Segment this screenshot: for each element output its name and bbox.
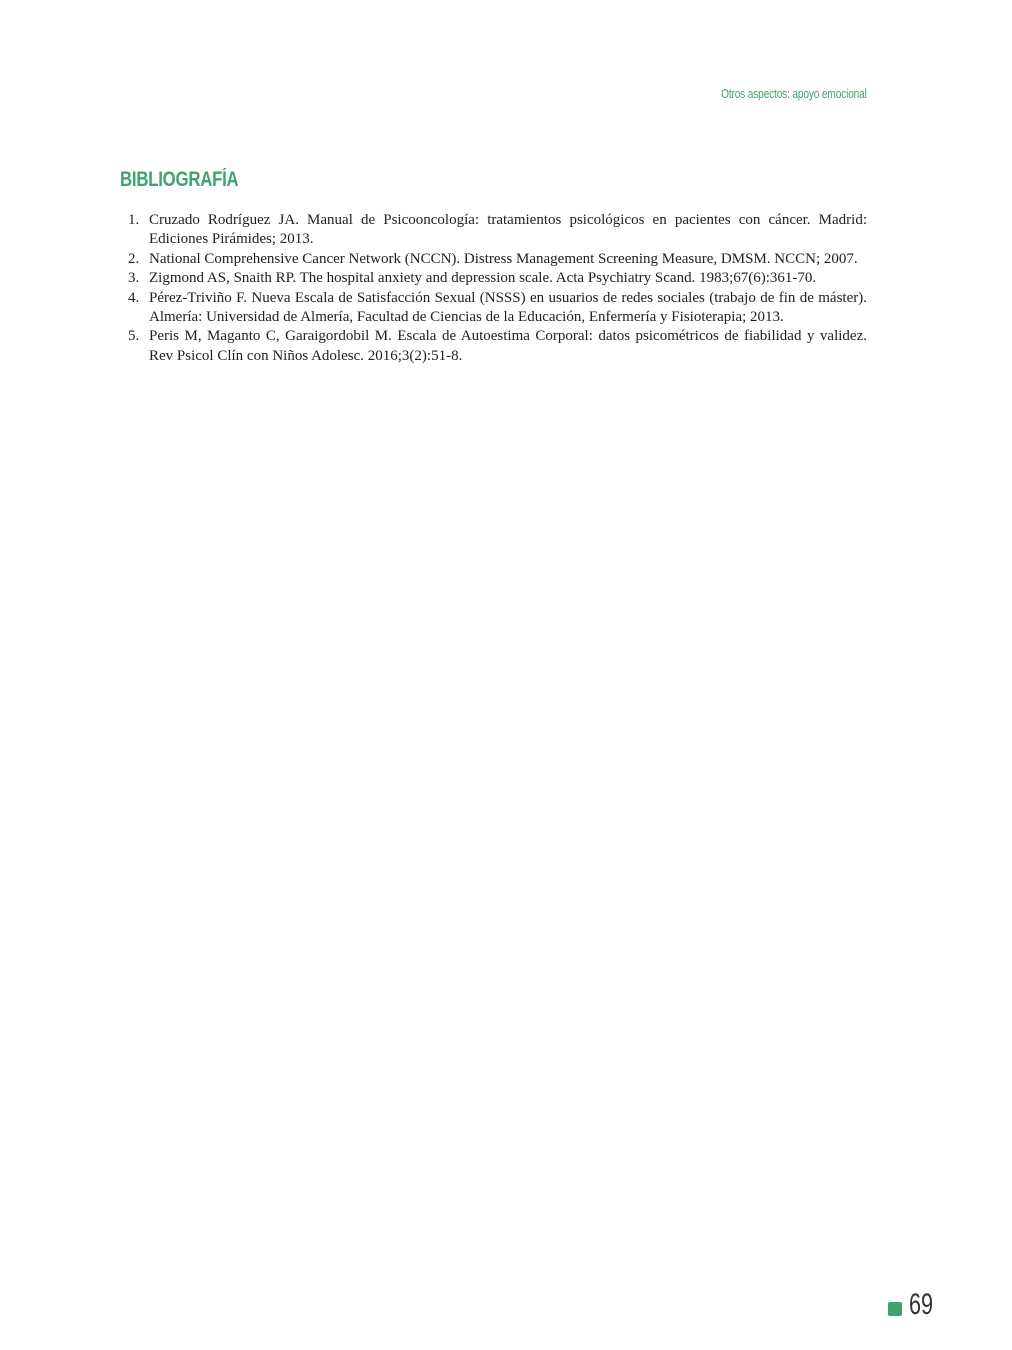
reference-list xyxy=(120,211,867,366)
reference-text: National Comprehensive Cancer Network (NCCN). Distress Management Screening Measure, DMSM. NCCN; 2007. xyxy=(149,250,858,267)
reference-text: Pérez-Triviño F. Nueva Escala de Satisfacción Sexual (NSSS) en usuarios de redes sociales (trabajo de fin de máster). Almería: Universidad de Almería, Facultad de Ciencias de la Educación, Enfermería y Fisioterapia; 2013. xyxy=(149,289,867,326)
reference-text: Zigmond AS, Snaith RP. The hospital anxiety and depression scale. Acta Psychiatry Scand. 1983;67(6):361-70. xyxy=(149,270,817,287)
page-footer xyxy=(888,1288,942,1322)
reference-item xyxy=(120,327,867,366)
reference-number: 1. xyxy=(128,212,140,228)
reference-item xyxy=(120,250,867,269)
page-number: 69 xyxy=(909,1288,934,1321)
reference-number: 5. xyxy=(128,328,140,345)
reference-number: 2. xyxy=(128,250,140,267)
green-square-icon xyxy=(888,1302,902,1316)
section-title: BIBLIOGRAFÍA xyxy=(120,168,239,191)
reference-number: 3. xyxy=(128,270,140,287)
reference-item xyxy=(120,289,867,328)
reference-text: Peris M, Maganto C, Garaigordobil M. Escala de Autoestima Corporal: datos psicométricos de fiabilidad y validez. Rev Psicol Clín con Niños Adolesc. 2016;3(2):51-8. xyxy=(149,328,867,364)
reference-number: 4. xyxy=(128,289,140,306)
running-header: Otros aspectos: apoyo emocional xyxy=(721,86,867,101)
reference-item xyxy=(120,269,867,288)
reference-text: Cruzado Rodríguez JA. Manual de Psicooncología: tratamientos psicológicos en pacientes con cáncer. Madrid: Ediciones Pirámides; 2013. xyxy=(149,212,867,248)
reference-item xyxy=(120,211,867,250)
